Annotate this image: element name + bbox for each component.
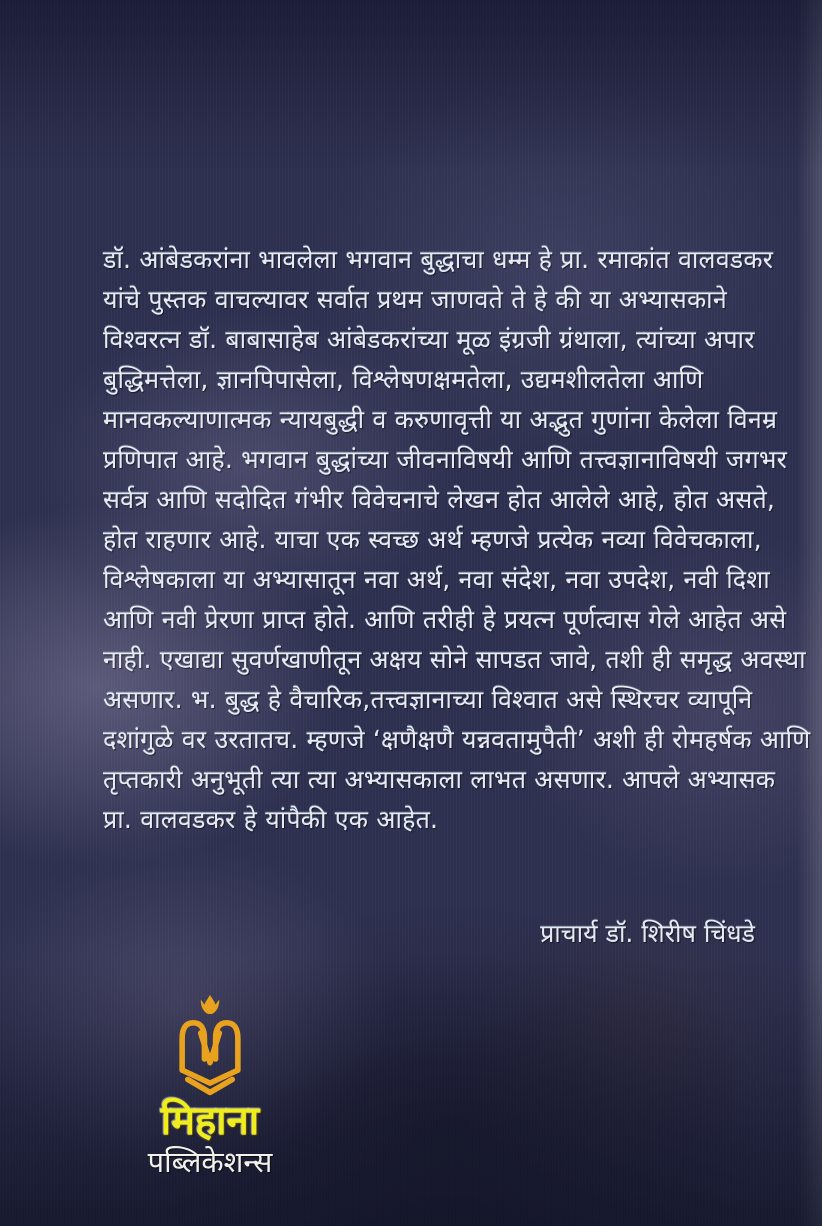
paragraph-line: डॉ. आंबेडकरांना भावलेला भगवान बुद्धाचा धम्म हे प्रा. रमाकांत वालवडकर — [103, 245, 774, 274]
paragraph-line: बुद्धिमत्तेला, ज्ञानपिपासेला, विश्लेषणक्षमतेला, उद्यमशीलतेला आणि — [103, 365, 704, 394]
paragraph-line: सर्वत्र आणि सदोदित गंभीर विवेचनाचे लेखन होत आलेले आहे, होत असते, — [103, 485, 776, 514]
blurb-paragraph — [103, 240, 811, 840]
publisher-name: मिहाना — [160, 1098, 260, 1144]
paragraph-line: मानवकल्याणात्मक न्यायबुद्धी व करुणावृत्ती या अद्भुत गुणांना केलेला विनम्र — [103, 405, 778, 434]
paragraph-line: होत राहणार आहे. याचा एक स्वच्छ अर्थ म्हणजे प्रत्येक नव्या विवेचकाला, — [103, 525, 762, 554]
publisher-block — [118, 994, 302, 1180]
paragraph-line: प्रा. वालवडकर हे यांपैकी एक आहेत. — [103, 805, 439, 834]
paragraph-line: दशांगुळे वर उरतातच. म्हणजे ‘क्षणैक्षणै यन्नवतामुपैती’ अशी ही रोमहर्षक आणि — [103, 725, 811, 754]
paragraph-line: विश्वरत्न डॉ. बाबासाहेब आंबेडकरांच्या मूळ इंग्रजी ग्रंथाला, त्यांच्या अपार — [103, 325, 755, 354]
publisher-subtitle: पब्लिकेशन्स — [147, 1145, 273, 1179]
paragraph-line: प्रणिपात आहे. भगवान बुद्धांच्या जीवनाविषयी आणि तत्त्वज्ञानाविषयी जगभर — [103, 445, 788, 474]
paragraph-line: असणार. भ. बुद्ध हे वैचारिक,तत्त्वज्ञानाच्या विश्वात असे स्थिरचर व्यापूनि — [103, 685, 753, 714]
signature-author: प्राचार्य डॉ. शिरीष चिंधडे — [540, 919, 755, 948]
paragraph-line: नाही. एखाद्या सुवर्णखाणीतून अक्षय सोने सापडत जावे, तशी ही समृद्ध अवस्था — [103, 645, 806, 674]
open-book-tulip-icon — [162, 994, 258, 1098]
paragraph-line: विश्लेषकाला या अभ्यासातून नवा अर्थ, नवा संदेश, नवा उपदेश, नवी दिशा — [103, 565, 770, 594]
paragraph-line: तृप्तकारी अनुभूती त्या त्या अभ्यासकाला लाभत असणार. आपले अभ्यासक — [103, 765, 776, 794]
paragraph-line: आणि नवी प्रेरणा प्राप्त होते. आणि तरीही हे प्रयत्न पूर्णत्वास गेले आहेत असे — [103, 605, 787, 634]
paragraph-line: यांचे पुस्तक वाचल्यावर सर्वात प्रथम जाणवते ते हे की या अभ्यासकाने — [103, 285, 727, 314]
